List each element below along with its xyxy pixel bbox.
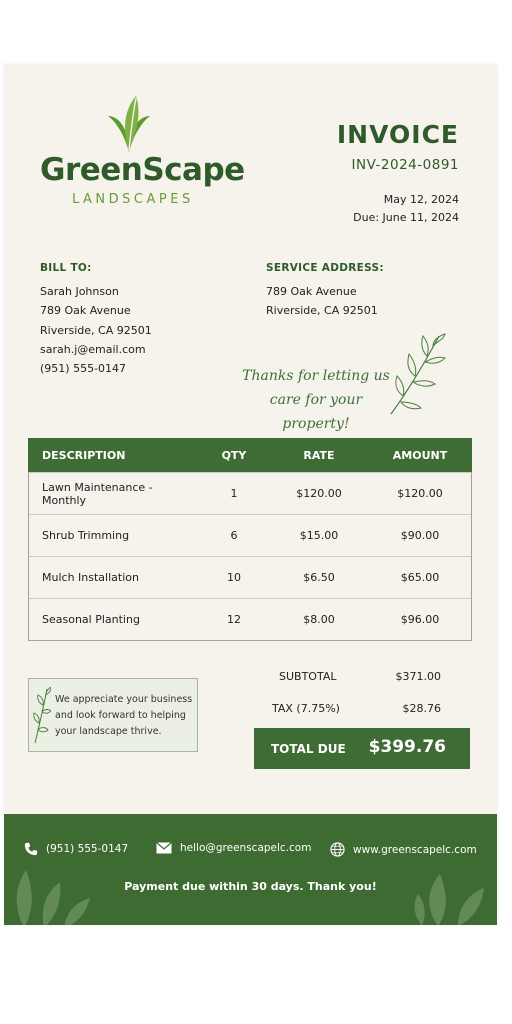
sprig-icon [31,687,51,745]
footer-email[interactable] [156,842,311,854]
footer-payment-message: Payment due within 30 days. Thank you! [124,880,377,893]
total-due-box [254,728,470,769]
row-rate: $8.00 [303,613,335,626]
table-row [29,598,471,640]
row-qty: 12 [227,613,241,626]
leaf-decoration-icon [408,866,497,925]
header-qty: QTY [221,448,247,462]
row-qty: 10 [227,571,241,584]
service-address-block [266,282,378,321]
bill-to-street: 789 Oak Avenue [40,304,131,318]
total-due-label: TOTAL DUE [271,742,346,756]
footer-website-text: www.greenscapelc.com [353,843,477,856]
service-address-label: SERVICE ADDRESS: [266,262,384,274]
row-description: Mulch Installation [42,571,139,584]
invoice-document [4,64,497,925]
footer [4,814,497,925]
row-rate: $15.00 [299,529,339,542]
globe-icon [330,842,345,857]
table-row [29,556,471,598]
brand-name: GreenScape [40,152,245,188]
header-description: DESCRIPTION [42,448,126,462]
row-description: Seasonal Planting [42,613,140,626]
total-due-value: $399.76 [368,737,446,757]
row-qty: 1 [230,487,238,500]
invoice-number: INV-2024-0891 [351,157,459,173]
brand-tagline: LANDSCAPES [72,192,194,207]
row-rate: $120.00 [296,487,342,500]
service-city: Riverside, CA 92501 [266,304,378,318]
thanks-message [236,364,396,436]
footer-phone-text: (951) 555-0147 [46,843,129,855]
invoice-title: INVOICE [336,120,459,149]
header-rate: RATE [303,448,335,462]
bill-to-city: Riverside, CA 92501 [40,323,152,337]
invoice-date: May 12, 2024 [383,193,459,206]
table-row [29,472,471,514]
leaf-icon [104,94,154,154]
sprig-icon [387,332,447,418]
appreciation-note [28,678,198,752]
row-description: Lawn Maintenance - Monthly [42,480,153,507]
appreciation-text: We appreciate your business and look forward to helping your landscape thrive. [55,694,193,737]
bill-to-phone: (951) 555-0147 [40,362,127,376]
row-amount: $90.00 [400,529,440,542]
thanks-line-2: care for your property! [269,392,363,432]
invoice-due-date: Due: June 11, 2024 [353,211,459,224]
envelope-icon [156,842,172,854]
thanks-line-1: Thanks for letting us [242,368,390,384]
header-amount: AMOUNT [392,448,448,462]
footer-phone[interactable] [24,842,128,856]
subtotal-value: $371.00 [395,670,441,683]
phone-icon [24,842,38,856]
service-street: 789 Oak Avenue [266,285,357,298]
bill-to-label: BILL TO: [40,262,92,274]
tax-label: TAX (7.75%) [272,702,340,715]
bill-to-email: sarah.j@email.com [40,342,146,356]
row-qty: 6 [230,529,238,542]
table-row [29,514,471,556]
row-rate: $6.50 [303,571,335,584]
subtotal-label: SUBTOTAL [279,670,337,683]
bill-to-name: Sarah Johnson [40,285,119,298]
table-header [28,438,472,472]
footer-website[interactable] [330,842,477,857]
row-description: Shrub Trimming [42,529,130,542]
row-amount: $120.00 [397,487,443,500]
line-items-table [28,438,472,641]
footer-email-text: hello@greenscapelc.com [180,842,312,854]
row-amount: $96.00 [400,613,440,626]
bill-to-block [40,282,152,378]
row-amount: $65.00 [400,571,440,584]
tax-value: $28.76 [402,702,441,715]
